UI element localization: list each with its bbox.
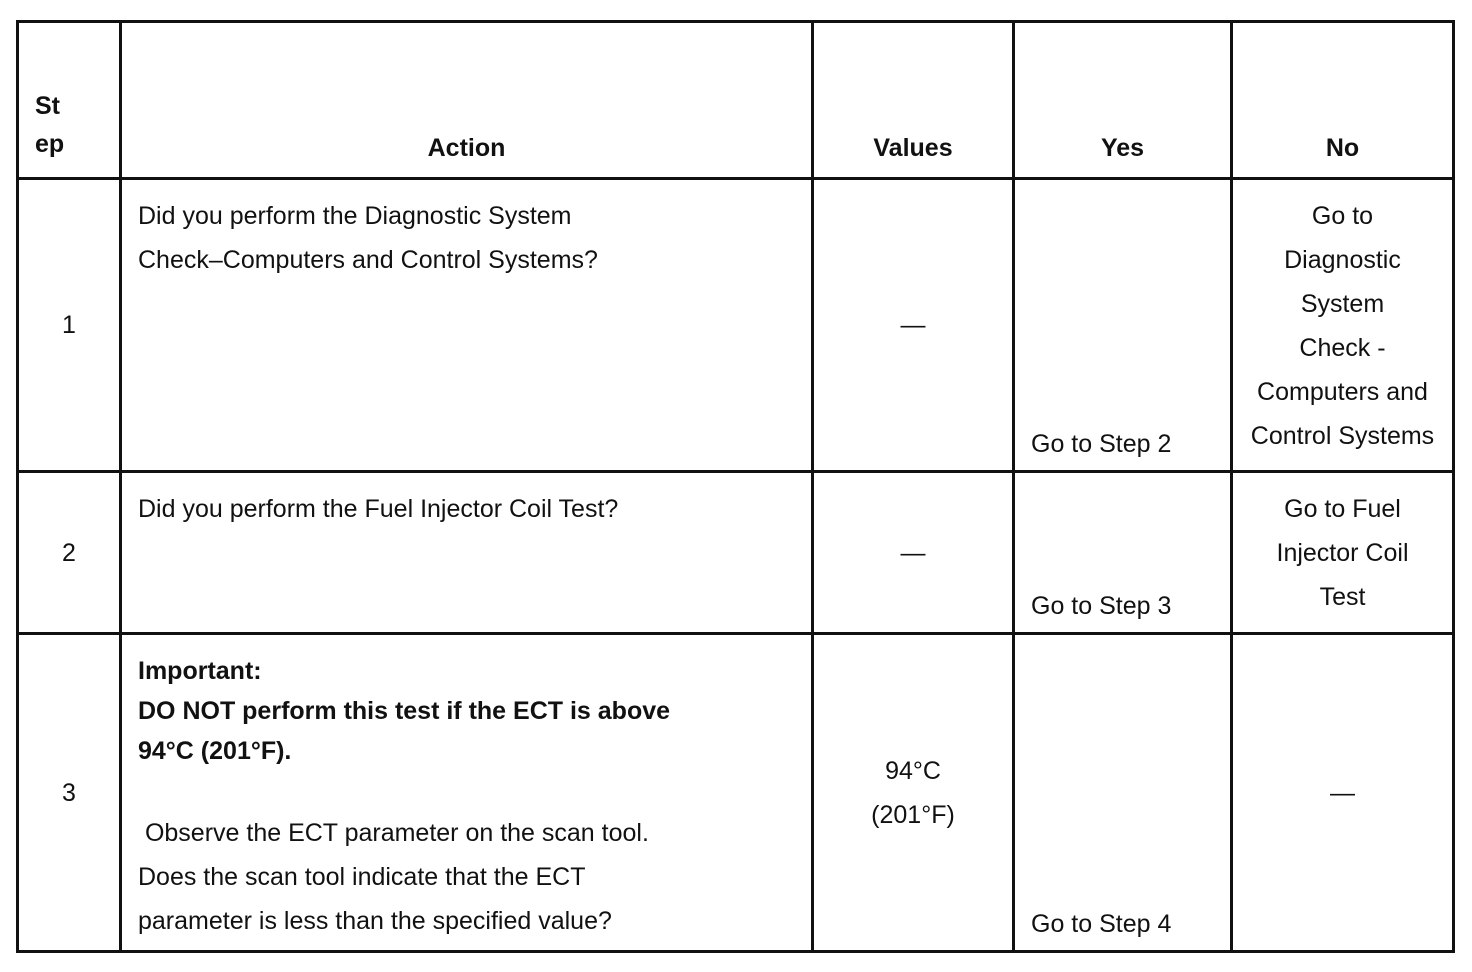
table-row <box>18 472 1454 634</box>
action-cell: Did you perform the Diagnostic System Check–Computers and Control Systems? <box>121 179 813 472</box>
header-action: Action <box>121 22 813 179</box>
no-cell: — <box>1232 634 1454 952</box>
action-cell: Important: DO NOT perform this test if the ECT is above 94°C (201°F). Observe the ECT parameter on the scan tool. Does the scan tool indicate that the ECT parameter is less than the specified value? <box>121 634 813 952</box>
table-row <box>18 179 1454 472</box>
yes-cell: Go to Step 4 <box>1014 634 1232 952</box>
yes-cell: Go to Step 2 <box>1014 179 1232 472</box>
header-yes: Yes <box>1014 22 1232 179</box>
table-row <box>18 634 1454 952</box>
step-cell: 3 <box>18 634 121 952</box>
values-cell: — <box>813 179 1014 472</box>
diagnostic-table <box>16 20 1455 953</box>
header-no: No <box>1232 22 1454 179</box>
no-cell: Go to Fuel Injector Coil Test <box>1232 472 1454 634</box>
values-cell: — <box>813 472 1014 634</box>
action-cell: Did you perform the Fuel Injector Coil Test? <box>121 472 813 634</box>
step-cell: 1 <box>18 179 121 472</box>
important-label: Important: <box>138 657 262 685</box>
yes-cell: Go to Step 3 <box>1014 472 1232 634</box>
header-step: St ep <box>18 22 121 179</box>
header-row <box>18 22 1454 179</box>
step-cell: 2 <box>18 472 121 634</box>
header-values: Values <box>813 22 1014 179</box>
values-cell: 94°C (201°F) <box>813 634 1014 952</box>
no-cell: Go to Diagnostic System Check - Computers and Control Systems <box>1232 179 1454 472</box>
